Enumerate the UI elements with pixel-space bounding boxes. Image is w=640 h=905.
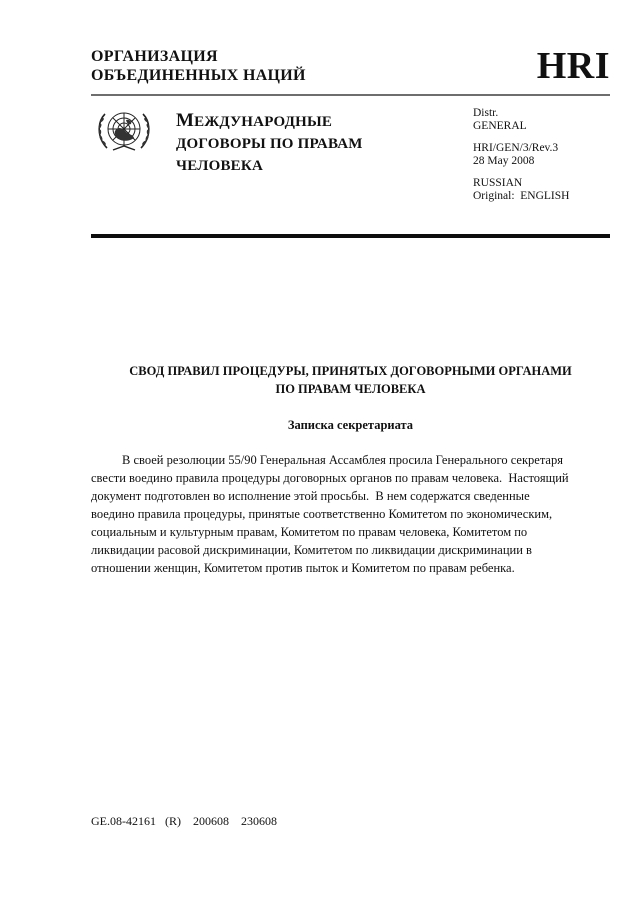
document-title-line-1: СВОД ПРАВИЛ ПРОЦЕДУРЫ, ПРИНЯТЫХ ДОГОВОРНЫМИ ОРГАНАМИ	[129, 364, 572, 378]
document-title	[91, 362, 610, 398]
document-title-line-2: ПО ПРАВАМ ЧЕЛОВЕКА	[275, 382, 426, 396]
body-paragraph	[91, 451, 591, 577]
job-number-footer: GE.08-42161 (R) 200608 230608	[91, 814, 277, 828]
original-language: Original: ENGLISH	[473, 190, 570, 202]
paragraph-line: отношении женщин, Комитетом против пыток и Комитетом по правам ребенка.	[91, 561, 515, 575]
document-date: 28 May 2008	[473, 155, 535, 167]
treaty-title-line-3: ЧЕЛОВЕКА	[176, 158, 263, 174]
organization-name-line-1: ОРГАНИЗАЦИЯ	[91, 48, 218, 65]
paragraph-line: ликвидации расовой дискриминации, Комитетом по ликвидации дискриминации в	[91, 543, 532, 557]
paragraph-line: воедино правила процедуры, принятые соответственно Комитетом по экономическим,	[91, 507, 553, 521]
header-divider	[91, 94, 610, 96]
document-number: HRI/GEN/3/Rev.3	[473, 142, 559, 154]
treaty-title-line-1: ЕЖДУНАРОДНЫЕ	[194, 114, 333, 130]
paragraph-line: социальным и культурным правам, Комитетом по правам человека, Комитетом по	[91, 525, 528, 539]
distribution-info	[473, 107, 569, 212]
treaty-title-initial: М	[176, 110, 195, 131]
organization-name-line-2: ОБЪЕДИНЕННЫХ НАЦИЙ	[91, 67, 306, 84]
document-subtitle: Записка секретариата	[287, 418, 414, 432]
header-thick-divider	[91, 234, 610, 238]
paragraph-line: свести воедино правила процедуры договорных органов по правам человека. Настоящий	[91, 471, 569, 485]
distr-label: Distr.	[473, 107, 499, 119]
treaty-title-line-2: ДОГОВОРЫ ПО ПРАВАМ	[176, 136, 363, 152]
paragraph-line: В своей резолюции 55/90 Генеральная Ассамблея просила Генерального секретаря	[122, 453, 563, 467]
paragraph-line: документ подготовлен во исполнение этой просьбы. В нем содержатся сведенные	[91, 489, 530, 503]
un-emblem-icon	[93, 104, 155, 156]
treaty-body-title	[176, 110, 363, 177]
distr-value: GENERAL	[473, 120, 527, 132]
organization-name	[91, 47, 306, 85]
document-symbol: HRI	[536, 45, 610, 87]
document-language: RUSSIAN	[473, 177, 523, 189]
